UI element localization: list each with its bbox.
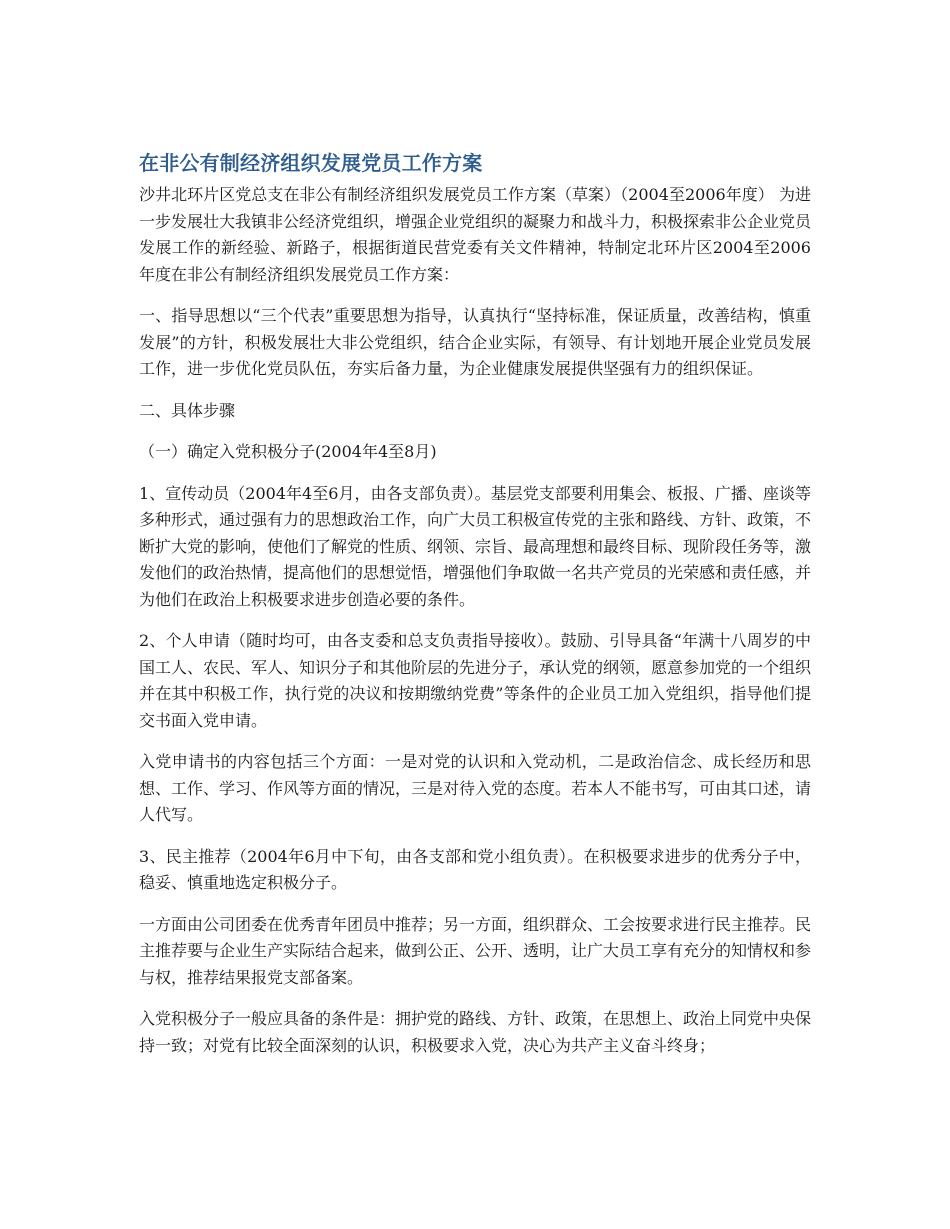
recommendation-paragraph: 一方面由公司团委在优秀青年团员中推荐；另一方面，组织群众、工会按要求进行民主推荐。民主推荐要与企业生产实际结合起来，做到公正、公开、透明，让广大员工享有充分的知情权和参与权，推荐结果报党支部备案。 [139,914,812,987]
step-2-paragraph: 2、个人申请（随时均可，由各支委和总支负责指导接收）。鼓励、引导具备“年满十八周岁的中国工人、农民、军人、知识分子和其他阶层的先进分子，承认党的纲领，愿意参加党的一个组织并在其中积极工作，执行党的决议和按期缴纳党费”等条件的企业员工加入党组织，指导他们提交书面入党申请。 [139,631,812,730]
step-3-paragraph: 3、民主推荐（2004年6月中下旬，由各支部和党小组负责）。在积极要求进步的优秀分子中，稳妥、慎重地选定积极分子。 [139,846,811,892]
activist-conditions-paragraph: 入党积极分子一般应具备的条件是：拥护党的路线、方针、政策，在思想上、政治上同党中央保持一致；对党有比较全面深刻的认识，积极要求入党，决心为共产主义奋斗终身； [139,1009,812,1055]
step-1-paragraph: 1、宣传动员（2004年4至6月，由各支部负责）。基层党支部要利用集会、板报、广播、座谈等多种形式，通过强有力的思想政治工作，向广大员工积极宣传党的主张和路线、方针、政策，不断扩大党的影响，使他们了解党的性质、纲领、宗旨、最高理想和最终目标、现阶段任务等，激发他们的政治热情，提高他们的思想觉悟，增强他们争取做一名共产党员的光荣感和责任感，并为他们在政治上积极要求进步创造必要的条件。 [139,483,812,609]
application-content-paragraph: 入党申请书的内容包括三个方面：一是对党的认识和入党动机，二是政治信念、成长经历和思想、工作、学习、作风等方面的情况，三是对待入党的态度。若本人不能书写，可由其口述，请人代写。 [139,752,812,824]
document-page [139,146,811,1074]
intro-paragraph: 沙井北环片区党总支在非公有制经济组织发展党员工作方案（草案）（2004至2006年度） 为进一步发展壮大我镇非公经济党组织，增强企业党组织的凝聚力和战斗力，积极探索非公企业党员发展工作的新经验、新路子，根据街道民营党委有关文件精神，特制定北环片区2004至2006年度在非公有制经济组织发展党员工作方案： [139,185,812,284]
document-title: 在非公有制经济组织发展党员工作方案 [139,151,483,175]
subsection-heading-activists: （一）确定入党积极分子(2004年4至8月) [139,442,437,461]
section-heading-steps: 二、具体步骤 [139,400,236,420]
guiding-ideology-paragraph: 一、指导思想以“三个代表”重要思想为指导，认真执行“坚持标准，保证质量，改善结构，慎重发展”的方针，积极发展壮大非公党组织，结合企业实际，有领导、有计划地开展企业党员发展工作，进一步优化党员队伍，夯实后备力量，为企业健康发展提供坚强有力的组织保证。 [139,306,811,378]
